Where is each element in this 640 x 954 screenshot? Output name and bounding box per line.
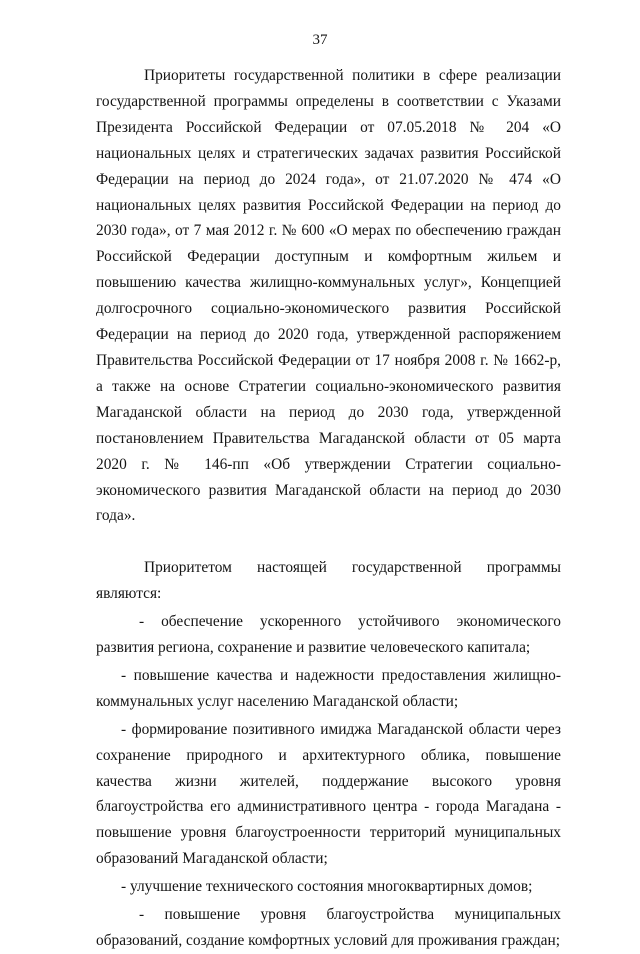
priority-list-item: - повышение уровня благоустройства муниципальных образований, создание комфортных условий для проживания граждан; xyxy=(96,906,561,949)
priorities-heading-paragraph: Приоритетом настоящей государственной программы являются: xyxy=(96,559,561,603)
priority-list-item: - формирование позитивного имиджа Магаданской области через сохранение природного и архитектурного облика, повышение качества жизни жителей, поддержание высокого уровня благоустройства его административного центра - города Магадана - повышение уровня благоустроенности территорий муниципальных образований Магаданской области; xyxy=(96,720,561,868)
priority-list-item: - повышение качества и надежности предоставления жилищно-коммунальных услуг населению Магаданской области; xyxy=(96,666,561,710)
priority-list-item: - улучшение технического состояния многоквартирных домов; xyxy=(121,878,533,896)
page-number: 37 xyxy=(312,32,328,48)
document-body xyxy=(96,63,561,954)
priority-list-item: - обеспечение ускоренного устойчивого экономического развития региона, сохранение и развитие человеческого капитала; xyxy=(96,613,561,657)
intro-paragraph: Приоритеты государственной политики в сфере реализации государственной программы определены в соответствии с Указами Президента Российской Федерации от 07.05.2018 № 204 «О национальных целях и стратегических задачах развития Российской Федерации на период до 2024 года», от 21.07.2020 № 474 «О национальных целях развития Российской Федерации на период до 2030 года», от 7 мая 2012 г. № 600 «О мерах по обеспечению граждан Российской Федерации доступным и комфортным жильем и повышению качества жилищно-коммунальных услуг», Концепцией долгосрочного социально-экономического развития Российской Федерации на период до 2020 года, утвержденной распоряжением Правительства Российской Федерации от 17 ноября 2008 г. № 1662-р, а также на основе Стратегии социально-экономического развития Магаданской области на период до 2030 года, утвержденной постановлением Правительства Магаданской области от 05 марта 2020 г. № 146-пп «Об утверждении Стратегии социально-экономического развития Магаданской области на период до 2030 года». xyxy=(96,67,561,525)
